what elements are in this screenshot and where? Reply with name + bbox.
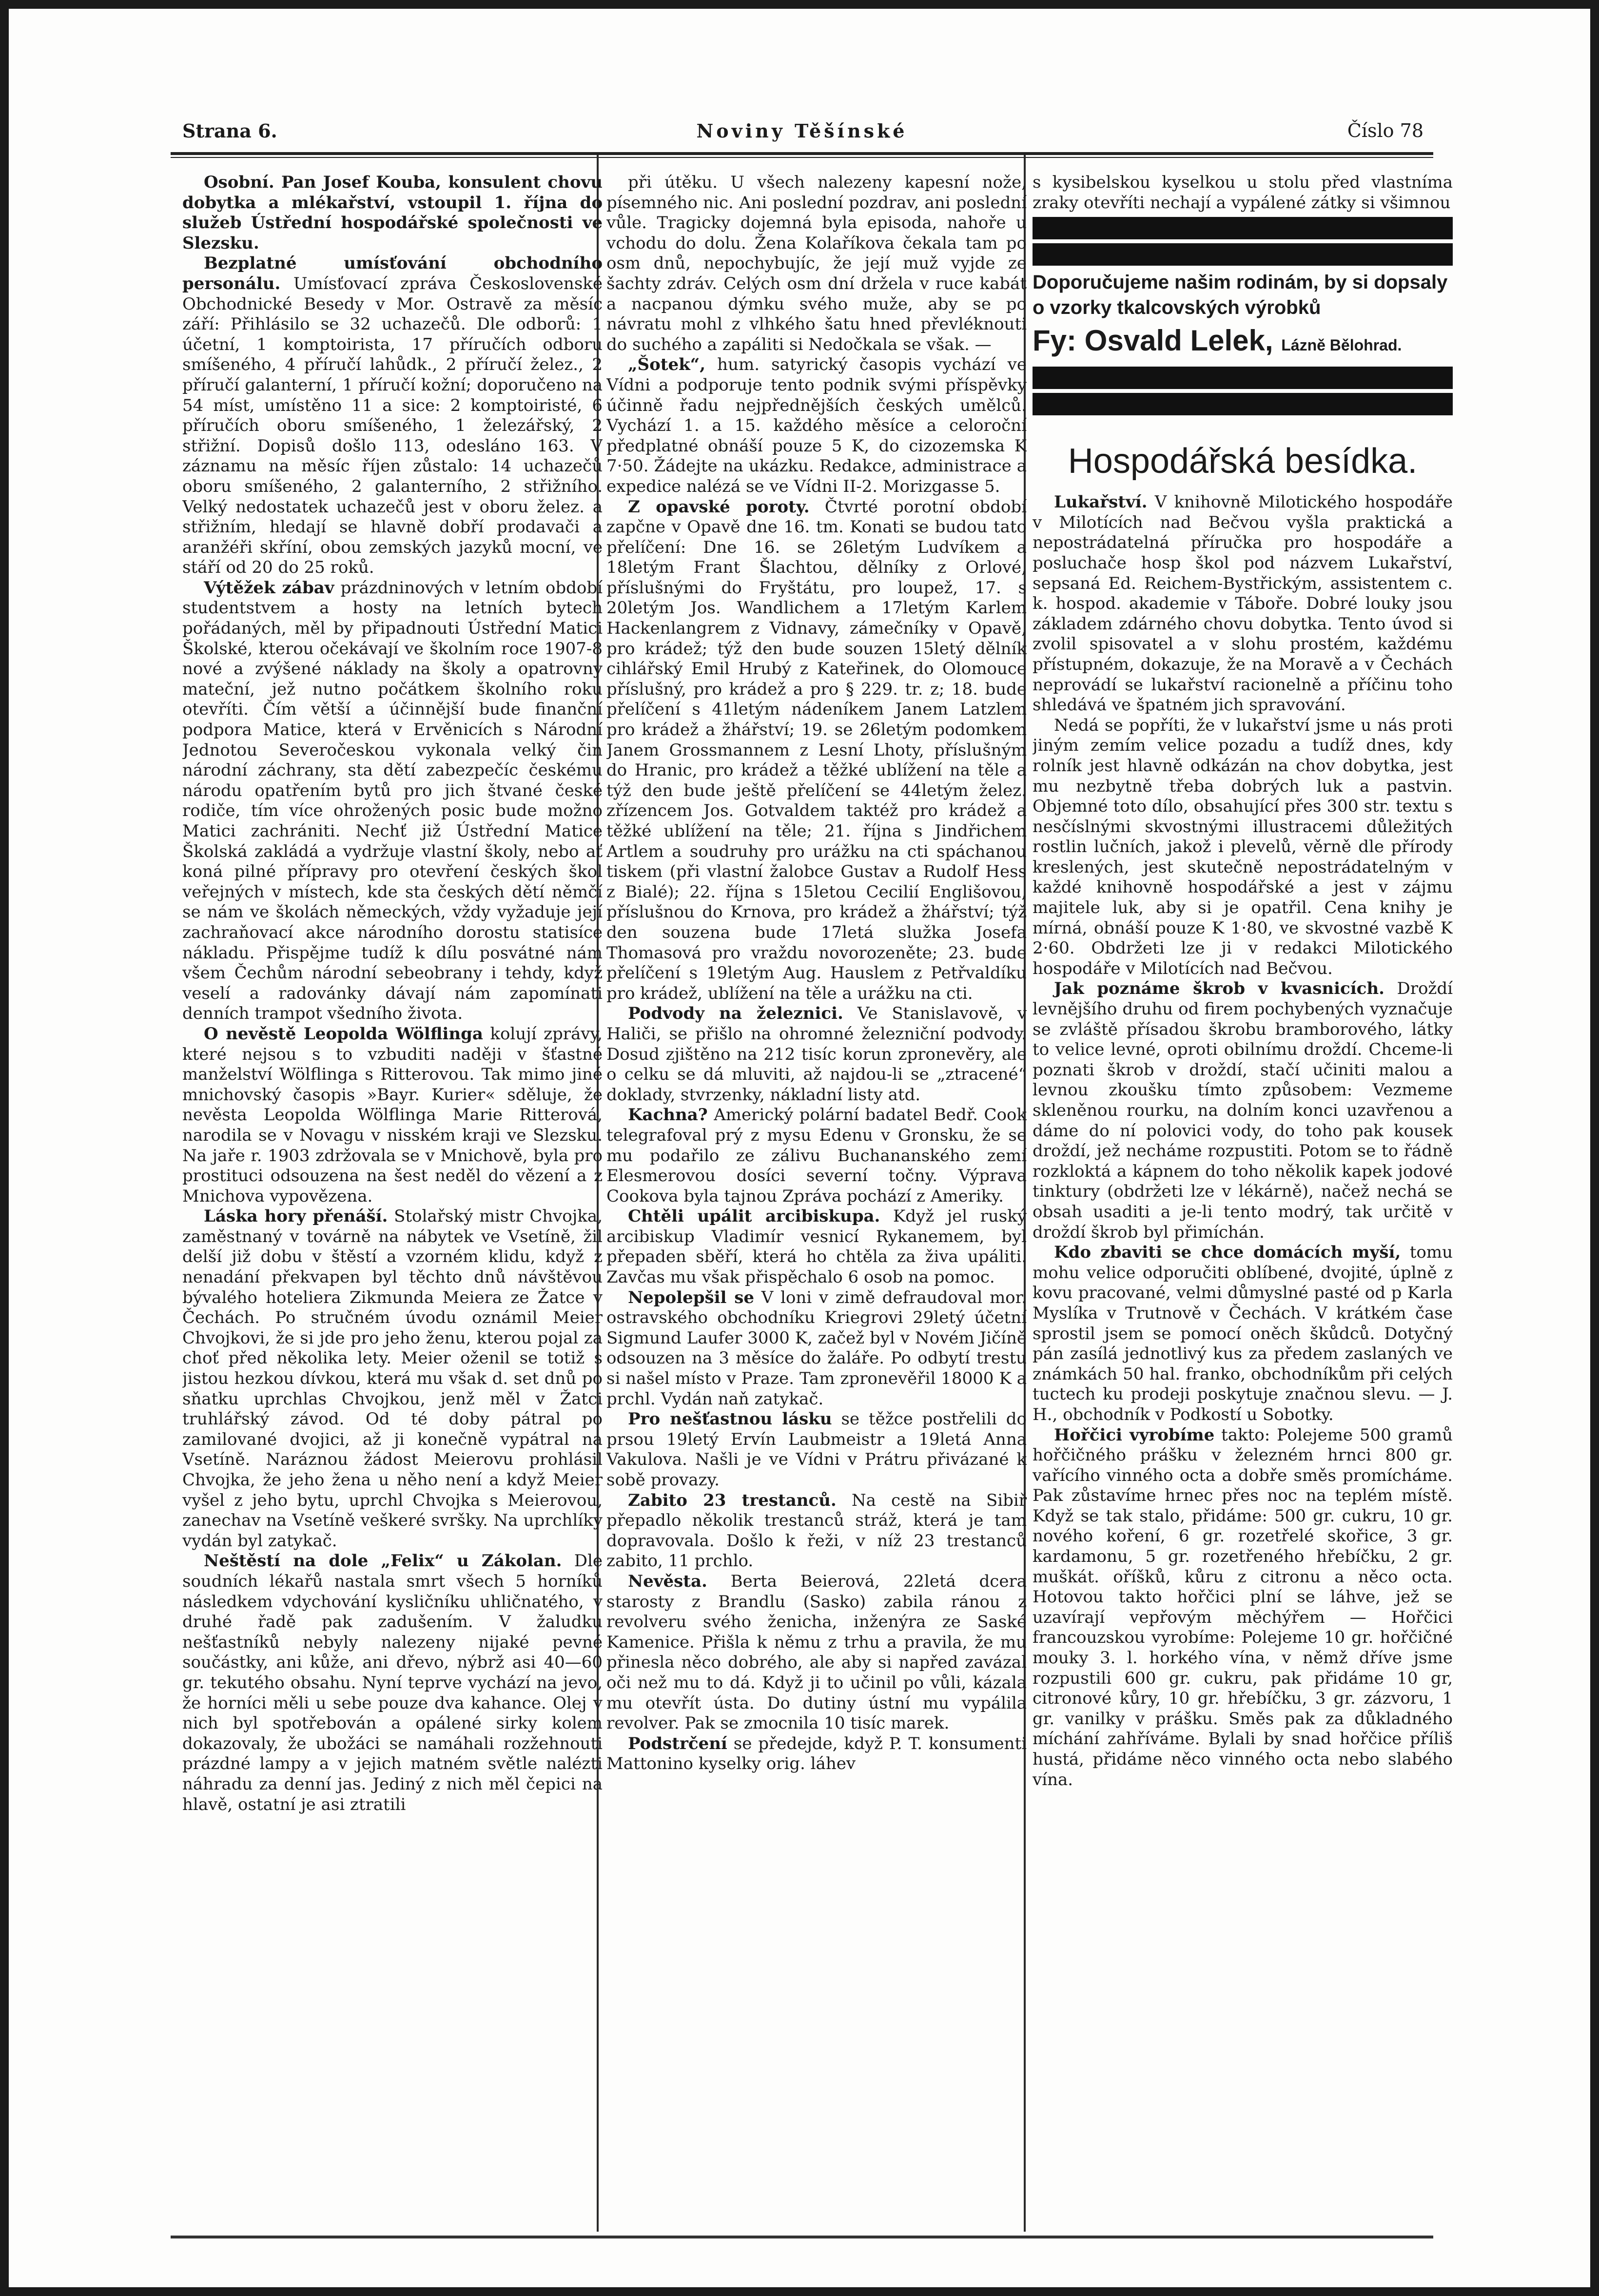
article-paragraph xyxy=(182,1551,603,1815)
article-paragraph xyxy=(182,253,603,578)
article-heading: Chtěli upálit arcibiskupa. xyxy=(628,1206,880,1226)
column-3 xyxy=(1033,173,1453,2235)
article-text: při útěku. U všech nalezeny kapesní nože, písemného nic. Ani poslední pozdrav, ani poslední vůle. Tragicky dojemná byla episoda, nahoře u vchodu do dolu. Žena Kolaříkova čekala tam po osm dnů, nepochybujíc, že její muž vyjde ze šachty zdráv. Celých osm dní držela v ruce kabát a nacpanou dýmku svého muže, aby se po návratu mohl z vlhkého šatu hned převléknouti do suchého a zapáliti si Nedočkala se však. — xyxy=(606,173,1027,354)
article-paragraph xyxy=(606,173,1027,355)
article-text: tomu mohu velice odporučiti oblíbené, dvojité, úplně z kovu pracované, velmi důmyslné pasté od p Karla Myslíka v Trutnově v Čechách. V krátkém čase sprostil jsem se pomocí oněch škůdců. Dotyčný pán zasílá jednotlivý kus za předem zaslaných ve známkách 50 hal. franko, obchodníkům při celých tuctech ku prodeji poskytuje značnou slevu. — J. H., obchodník v Podkostí u Sobotky. xyxy=(1033,1243,1453,1424)
article-paragraph xyxy=(606,1409,1027,1490)
section-title: Hospodářská besídka. xyxy=(1068,442,1418,481)
article-paragraph xyxy=(606,497,1027,1004)
column-2 xyxy=(606,173,1027,2235)
article-paragraph xyxy=(1033,1243,1453,1425)
article-paragraph xyxy=(1033,979,1453,1243)
article-text: hum. satyrický časopis vychází ve Vídni a podporuje tento podnik svými příspěvky účinně řadu nejpřednějších českých umělců. Vychází 1. a 15. každého měsíce a celoroční předplatné obnáší pouze 5 K, do cizozemska K 7·50. Žádejte na ukázku. Redakce, administrace a expedice nalézá se ve Vídni II-2. Morizgasse 5. xyxy=(606,355,1027,496)
article-paragraph xyxy=(1033,716,1453,979)
article-text: kolují zprávy, které nejsou s to vzbuditi naději v šťastné manželství Wölflinga s Ritterovou. Tak mimo jiné mnichovský časopis »Bayr. Kurier« sděluje, že nevěsta Leopolda Wölflinga Marie Ritterová, narodila se v Novagu v nisském kraji ve Slezsku. Na jaře r. 1903 zdržovala se v Mnichově, byla pro prostituci odsouzena na šest neděl do vězení a z Mnichova vypovězena. xyxy=(182,1024,603,1206)
article-heading: Kachna? xyxy=(628,1105,708,1125)
article-heading: Nepolepšil se xyxy=(628,1287,754,1307)
article-heading: Nevěsta. xyxy=(628,1571,707,1591)
firm-name: Fy: Osvald Lelek, xyxy=(1033,324,1273,357)
article-heading: Kdo zbaviti se chce domácích myší, xyxy=(1054,1243,1401,1263)
article-heading: Výtěžek zábav xyxy=(204,578,334,598)
article-heading: Bezplatné umísťování obchodního personálu. xyxy=(182,253,603,293)
article-heading: Zabito 23 trestanců. xyxy=(628,1490,837,1510)
advertisement-text: Doporučujeme našim rodinám, by si dopsaly o vzorky tkalcovských výrobků xyxy=(1033,272,1448,319)
article-paragraph xyxy=(606,1206,1027,1287)
article-text: Čtvrté porotní období zapčne v Opavě dne 16. tm. Konati se budou tato přelíčení: Dne 16. se 26letým Ludvíkem a 18letým Frant Šlachtou, dělníky z Orlové, příslušnými do Fryštátu, pro loupež, 17. s 20letým Jos. Wandlichem a 17letým Karlem Hackenlangrem z Vidnavy, zámečníky v Opavě, pro krádež; týž den bude souzen 15letý dělník cihlářský Emil Hrubý z Kateřinek, do Olomouce příslušný, pro krádež a pro § 229. tr. z; 18. bude přelíčení s 41letým nádeníkem Janem Latzlem pro krádež a žhářství; 19. se 26letým podomkem Janem Grossmannem z Lesní Lhoty, příslušným do Hranic, pro krádež a těžké ublížení na těle a týž den bude ještě přelíčení se 44letým želez. zřízencem Jos. Gotvaldem taktéž pro krádež a těžké ublížení na těle; 21. října s Jindřichem Artlem a soudruhy pro urážku na cti spáchanou tiskem (při vlastní žalobce Gustav a Rudolf Hess z Bialé); 22. října s 15letou Cecilií Englišovou, příslušnou do Krnova, pro krádež a žhářství; týž den souzena bude 17letá služka Josefa Thomasová pro vraždu novorozeněte; 23. bude přelíčení s 19letým Aug. Hauslem z Petřvaldíku pro krádež, ublížení na těle a urážku na cti. xyxy=(606,497,1027,1003)
article-heading: Neštěstí na dole „Felix“ u Zákolan. xyxy=(204,1551,562,1571)
article-paragraph xyxy=(606,1004,1027,1105)
ad-black-bar xyxy=(1033,217,1453,239)
bottom-rule xyxy=(171,2236,1433,2238)
article-heading: Lukařství. xyxy=(1054,492,1148,512)
page-number: Strana 6. xyxy=(182,120,277,142)
article-paragraph xyxy=(606,1105,1027,1206)
article-paragraph xyxy=(606,1572,1027,1734)
page-header xyxy=(171,117,1433,144)
article-text: V knihovně Milotického hospodáře v Milotících nad Bečvou vyšla praktická a nepostrádatelná příručka pro hospodáře a posluchače hosp škol pod názvem Lukařství, sepsaná Ed. Reichem-Bystřickým, assistentem c. k. hospod. akademie v Táboře. Dobré louky jsou základem zdárného chovu dobytka. Tento úvod si zvolil spisovatel a v slohu prostém, každému přístupném, dokazuje, že na Moravě a v Čechách neprovádí se lukařství racionelně a příčinu toho shledává ve špatném jich spravování. xyxy=(1033,492,1453,715)
column-1 xyxy=(182,173,603,2235)
article-paragraph xyxy=(606,355,1027,497)
article-text: se předejde, když P. T. konsumenti Mattonino kyselky orig. láhev xyxy=(606,1733,1027,1774)
article-heading: Jak poznáme škrob v kvasnicích. xyxy=(1054,979,1384,999)
article-text: Ve Stanislavově, v Haliči, se přišlo na ohromné železniční podvody. Dosud zjištěno na 212 tisíc korun zpronevěry, ale o celku se dá mluviti, až najdou-li se „ztracené“ doklady, stvrzenky, nákladní listy atd. xyxy=(606,1004,1027,1105)
advertisement-firm xyxy=(1033,323,1453,363)
article-heading: „Šotek“, xyxy=(628,355,706,375)
ad-black-bar xyxy=(1033,243,1453,266)
article-heading: Pro nešťastnou lásku xyxy=(628,1409,832,1429)
firm-place: Lázně Bělohrad. xyxy=(1281,336,1402,354)
article-heading: O nevěstě Leopolda Wölflinga xyxy=(204,1024,483,1044)
article-paragraph xyxy=(182,1206,603,1551)
article-paragraph xyxy=(1033,492,1453,716)
article-text: se těžce postřelili do prsou 19letý Ervín Laubmeistr a 19letá Anna Vakulova. Našli je ve Vídni v Prátru přivázané k sobě provazy. xyxy=(606,1409,1027,1490)
article-heading: Podvody na železnici. xyxy=(628,1004,843,1024)
article-text: Americký polární badatel Bedř. Cook telegrafoval prý z mysu Edenu v Gronsku, že se mu podařilo ze zálivu Buchananského zemí Elesmerovou dosíci severní točny. Výprava Cookova byla tajnou Zpráva pochází z Ameriky. xyxy=(606,1105,1027,1206)
article-text: Berta Beierová, 22letá dcera starosty z Brandlu (Sasko) zabila ránou z revolveru svého ženicha, inženýra ze Saské Kamenice. Přišla k němu z trhu a pravila, že mu přinesla něco dobrého, ale aby si napřed zavázal oči než mu to dá. Když ji to učinil po vůli, kázala mu otevřít ústa. Do dutiny ústní mu vypálila revolver. Pak se zmocnila 10 tisíc marek. xyxy=(606,1571,1027,1733)
article-paragraph xyxy=(606,1288,1027,1410)
article-paragraph xyxy=(182,578,603,1024)
article-text: takto: Polejeme 500 gramů hořčičného prášku v železném hrnci 800 gr. vařícího vinného octa a dobře směs promícháme. Pak zůstavíme hrnec přes noc na teplém místě. Když se tak stalo, přidáme: 500 gr. cukru, 10 gr. nového koření, 6 gr. rozetřelé skořice, 3 gr. kardamonu, 5 gr. rozetřeného hřebíčku, 2 gr. muškát. oříšků, kůru z citronu a něco octa. Hotovou takto hořčici plní se láhve, jež se uzavírají vepřovým měchýřem — Hořčici francouzskou vyrobíme: Polejeme 10 gr. hořčičné mouky 3. l. horkého vína, v němž dříve jsme rozpustili 600 gr. cukru, pak přidáme 10 gr, citronové kůry, 10 gr. hřebíčku, 3 gr. zázvoru, 1 gr. vanilky v prášku. Směs pak za důkladného míchání zahříváme. Bylali by snad hořčice příliš hustá, přidáme něco vinného octa nebo slabého vína. xyxy=(1033,1425,1453,1790)
section-articles xyxy=(1033,492,1453,1790)
newspaper-page xyxy=(9,9,1590,2287)
header-rule xyxy=(171,152,1433,155)
article-heading: Láska hory přenáší. xyxy=(204,1206,388,1226)
article-text: Umísťovací zpráva Československé Obchodnické Besedy v Mor. Ostravě za měsíc září: Přihlásilo se 32 uchazečů. Dle odborů: 1 účetní, 1 komptoirista, 17 příručích odboru smíšeného, 4 příručí lahůdk., 2 příručí želez., 2 příručí galanterní, 1 příručí kožní; doporučeno na 54 míst, umístěno 11 a sice: 2 komptoiristé, 6 příručích oboru smíšeného, 1 železářský, 2 střižní. Dopisů došlo 113, odesláno 163. V záznamu na měsíc říjen zůstalo: 14 uchazečů oboru smíšeného, 2 galanterního, 2 střižního. Velký nedostatek uchazečů jest v oboru želez. a střižním, hledají se hlavně dobří prodavači a aranžéři skříní, obou zemských jazyků mocní, ve stáří od 20 do 25 roků. xyxy=(182,273,603,578)
article-text: Když jel ruský arcibiskup Vladimír vesnicí Rykanemem, byl přepaden sběří, která ho chtěla za živa upáliti. Zavčas mu však přispěchalo 6 osob na pomoc. xyxy=(606,1206,1027,1287)
article-text: Nedá se popříti, že v lukařství jsme u nás proti jiným zemím velice pozadu a tudíž dnes, kdy rolník jest hlavně odkázán na chov dobytka, jest mu nezbytně třeba dobrých luk a pastvin. Objemné toto dílo, obsahující přes 300 str. textu s nesčíslnými skvostnými illustracemi důležitých rostlin lučních, jakož i plevelů, věrně dle přírody kreslených, jest skutečně nepostrádatelným v každé knihovně hospodářské a jest v zájmu majitele luk, aby si je opatřil. Cena knihy je mírná, obnáší pouze K 1·80, ve skvostné vazbě K 2·60. Obdržeti lze ji v redakci Milotického hospodáře v Milotících nad Bečvou. xyxy=(1033,715,1453,978)
article-heading: Hořčici vyrobíme xyxy=(1054,1425,1215,1445)
header-rule-thin xyxy=(171,157,1433,158)
article-heading: Podstrčení xyxy=(628,1733,727,1753)
article-text: Stolařský mistr Chvojka, zaměstnaný v továrně na nábytek ve Vsetíně, žil delší již dobu v štěstí a vzorném klidu, když z nenadání překvapen byl těchto dnů návštěvou bývalého hoteliera Zikmunda Meiera ze Žatce v Čechách. Po stručném úvodu oznámil Meier Chvojkovi, že si jde pro jeho ženu, kterou pojal za choť před několika lety. Meier oženil se totiž s jistou hezkou dívkou, která mu však d. set dnů po sňatku uprchlas Chvojkou, jenž měl v Žatci truhlářský závod. Od té doby pátral po zamilované dvojici, až ji konečně vypátral na Vsetíně. Naráznou žádost Meierovu prohlásil Chvojka, že jeho žena u něho není a když Meier vyšel z jeho bytu, uprchl Chvojka s Meierovou, zanechav na Vsetíně veškeré svršky. Na uprchlíky vydán byl zatykač. xyxy=(182,1206,603,1551)
newspaper-title: Noviny Těšínské xyxy=(696,120,908,142)
article-paragraph xyxy=(182,1024,603,1206)
article-text: Dle soudních lékařů nastala smrt všech 5 horníků následkem vdychování kysličníku uhličnatého, v druhé řadě pak zadušením. V žaludku nešťastníků nebyly nalezeny nijaké pevné součástky, ani kůže, ani dřevo, nýbrž asi 40—60 gr. tekutého obsahu. Nyní teprve vychází na jevo, že horníci měli u sebe pouze dva kahance. Olej v nich byl spotřebován a opálené sirky kolem dokazovaly, že ubožáci se namáhali rozžehnouti prázdné lampy a v jejich matném světle nalézti náhradu za denní jas. Jediný z nich měl čepici na hlavě, ostatní je asi ztratili xyxy=(182,1551,603,1814)
article-paragraph xyxy=(606,1491,1027,1572)
article-text: V loni v zimě defraudoval mor. ostravského obchodníku Kriegrovi 29letý účetní Sigmund Laufer 3000 K, začež byl v Novém Jičíně odsouzen na 3 měsíce do žaláře. Po odbytí trestu si našel místo v Praze. Tam zpronevěřil 18000 K a prchl. Vydán naň zatykač. xyxy=(606,1287,1027,1409)
article-paragraph xyxy=(1033,1425,1453,1790)
ad-black-bar xyxy=(1033,393,1453,415)
issue-number: Číslo 78 xyxy=(1347,120,1424,141)
article-paragraph xyxy=(606,1734,1027,1774)
article-text: Droždí levnějšího druhu od firem pochybených vyznačuje se zvláště přísadou škrobu bramborového, látky to velice levné, oproti obilnímu droždí. Chceme-li poznati škrob v droždí, stačí učiniti malou a levnou zkoušku tímto způsobem: Vezmeme skleněnou rourku, na dolním konci uzavřenou a dáme do ní polovici vody, do toho pak kousek droždí, jež necháme rozpustiti. Potom se to řádně rozkloktá a kápnem do toho několik kapek jodové tinktury (obdržeti lze v lékárně), načež nechá se obsah usaditi a je-li tento modrý, tak určitě v droždí škrob byl přimíchán. xyxy=(1033,979,1453,1242)
article-text: Na cestě na Sibiř přepadlo několik trestanců stráž, která je tam dopravovala. Došlo k řeži, v níž 23 trestanců zabito, 11 prchlo. xyxy=(606,1490,1027,1571)
column-intro: s kysibelskou kyselkou u stolu před vlastníma zraky otevříti nechají a vypálené zátky si všimnou xyxy=(1033,173,1453,213)
article-heading: Z opavské poroty. xyxy=(628,497,810,517)
ad-black-bar xyxy=(1033,367,1453,389)
article-paragraph xyxy=(182,173,603,253)
article-heading: Osobní. Pan Josef Kouba, konsulent chovu dobytka a mlékařství, vstoupil 1. října do služeb Ústřední hospodářské společnosti ve Slezsku. xyxy=(182,173,603,253)
article-text: prázdninových v letním období studentstvem a hosty na letních bytech pořádaných, měl by připadnouti Ústřední Matici Školské, kterou očekávají ve školním roce 1907-8 nové a zvýšené náklady na školy a opatrovny mateční, jež nutno počátkem školního roku otevříti. Čím větší a účinnější bude finanční podpora Matice, která v Ervěnicích s Národní Jednotou Severočeskou vykonala velký čin národní záchrany, sta dětí zabezpečíc českému národu opatřením bytů pro jich štvané české rodiče, tím více ohrožených posic bude možno Matici zachrániti. Nechť již Ústřední Matice Školská zakládá a vydržuje vlastní školy, nebo ať koná pilné přípravy pro otevření českých škol veřejných v místech, kde sta českých dětí němčí se nám ve školách německých, vždy vyžaduje její zachraňovací akce národního dorostu statisíce nákladu. Přispějme tudíž k dílu posvátné nám všem Čechům národní sebeobrany i tehdy, když veselí a radovánky dávají nám zapomínati denních trampot všedního života. xyxy=(182,578,603,1024)
